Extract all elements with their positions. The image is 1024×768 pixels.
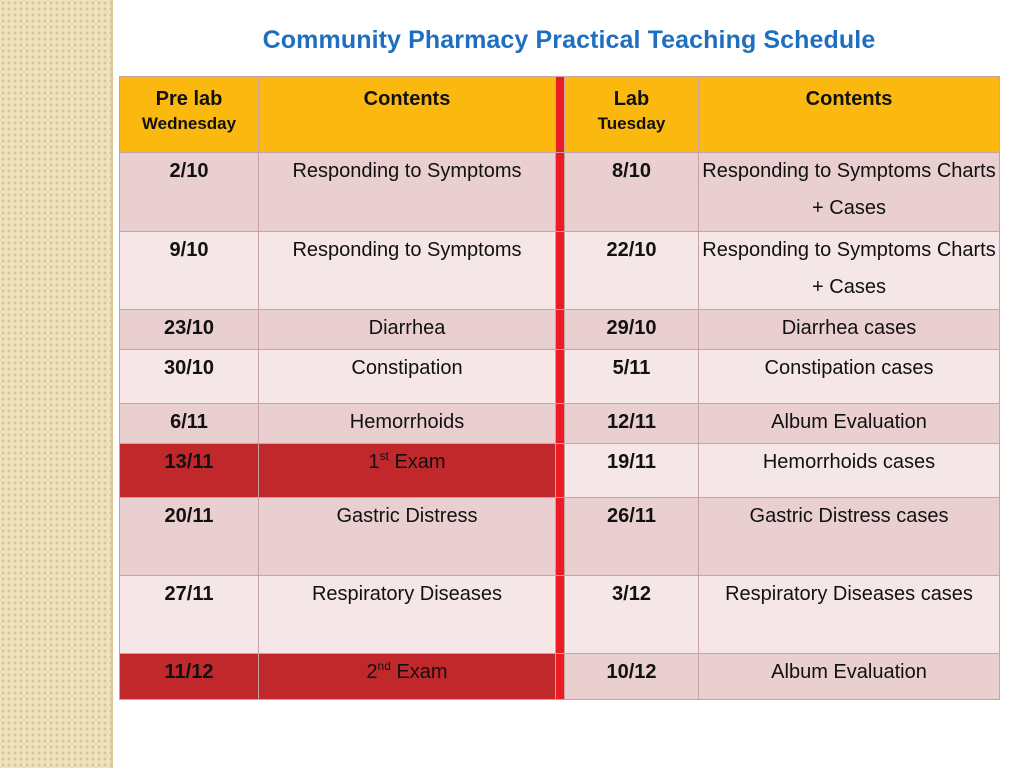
prelab-date: 13/11	[120, 444, 259, 498]
table-row	[120, 654, 1000, 700]
column-divider	[556, 232, 565, 310]
header-contents-2: Contents	[699, 77, 1000, 153]
lab-date: 12/11	[565, 404, 699, 444]
prelab-content: Diarrhea	[259, 310, 556, 350]
prelab-date: 6/11	[120, 404, 259, 444]
prelab-date: 2/10	[120, 153, 259, 232]
header-prelab	[120, 77, 259, 153]
page-title: Community Pharmacy Practical Teaching Schedule	[262, 26, 876, 54]
column-divider	[556, 498, 565, 576]
prelab-content-exam	[259, 444, 556, 498]
lab-date: 8/10	[565, 153, 699, 232]
prelab-content: Responding to Symptoms	[259, 153, 556, 232]
table-row	[120, 498, 1000, 576]
exam-label: Exam	[390, 661, 448, 683]
prelab-content-exam	[259, 654, 556, 700]
prelab-content: Gastric Distress	[259, 498, 556, 576]
lab-date: 19/11	[565, 444, 699, 498]
header-prelab-label: Pre lab	[155, 88, 223, 110]
column-divider	[556, 404, 565, 444]
lab-content: Diarrhea cases	[699, 310, 1000, 350]
exam-number: 1	[368, 451, 380, 473]
table-header-row	[120, 77, 1000, 153]
lab-date: 3/12	[565, 576, 699, 654]
table-row	[120, 576, 1000, 654]
lab-content: Hemorrhoids cases	[699, 444, 1000, 498]
column-divider	[556, 350, 565, 404]
table-row	[120, 153, 1000, 232]
prelab-date: 23/10	[120, 310, 259, 350]
header-lab-label: Lab	[613, 88, 650, 110]
lab-content: Album Evaluation	[699, 404, 1000, 444]
lab-content: Constipation cases	[699, 350, 1000, 404]
lab-content: Responding to Symptoms Charts + Cases	[699, 232, 1000, 310]
lab-date: 5/11	[565, 350, 699, 404]
prelab-content: Responding to Symptoms	[259, 232, 556, 310]
lab-content: Album Evaluation	[699, 654, 1000, 700]
column-divider	[556, 576, 565, 654]
column-divider	[556, 654, 565, 700]
prelab-date: 9/10	[120, 232, 259, 310]
header-contents-1: Contents	[259, 77, 556, 153]
prelab-content: Hemorrhoids	[259, 404, 556, 444]
table-row	[120, 444, 1000, 498]
exam-ordinal-suffix: nd	[377, 659, 391, 673]
header-lab	[565, 77, 699, 153]
column-divider	[556, 444, 565, 498]
exam-number: 2	[366, 661, 378, 683]
lab-date: 26/11	[565, 498, 699, 576]
table-row	[120, 232, 1000, 310]
prelab-date: 30/10	[120, 350, 259, 404]
exam-ordinal-suffix: st	[379, 449, 389, 463]
prelab-date: 27/11	[120, 576, 259, 654]
column-divider	[556, 77, 565, 153]
table-row	[120, 404, 1000, 444]
prelab-date: 11/12	[120, 654, 259, 700]
column-divider	[556, 310, 565, 350]
column-divider	[556, 153, 565, 232]
table-row	[120, 350, 1000, 404]
lab-date: 29/10	[565, 310, 699, 350]
lab-date: 22/10	[565, 232, 699, 310]
header-lab-day: Tuesday	[597, 114, 666, 133]
lab-content: Responding to Symptoms Charts + Cases	[699, 153, 1000, 232]
prelab-content: Constipation	[259, 350, 556, 404]
prelab-content: Respiratory Diseases	[259, 576, 556, 654]
exam-label: Exam	[388, 451, 446, 473]
lab-content: Respiratory Diseases cases	[699, 576, 1000, 654]
lab-date: 10/12	[565, 654, 699, 700]
decorative-side-strip	[0, 0, 113, 768]
prelab-date: 20/11	[120, 498, 259, 576]
table-row	[120, 310, 1000, 350]
schedule-table	[119, 76, 1000, 700]
lab-content: Gastric Distress cases	[699, 498, 1000, 576]
header-prelab-day: Wednesday	[141, 114, 237, 133]
